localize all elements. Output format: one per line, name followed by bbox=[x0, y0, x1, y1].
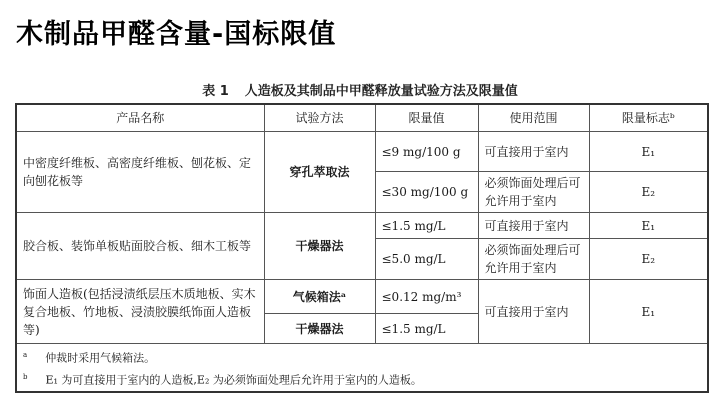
footnote-a bbox=[23, 346, 701, 368]
header-limit: 限量值 bbox=[375, 104, 478, 132]
product-cell: 饰面人造板(包括浸渍纸层压木质地板、实木复合地板、竹地板、浸渍胶膜纸饰面人造板等) bbox=[16, 280, 264, 344]
mark-cell: E₂ bbox=[589, 172, 708, 213]
table-caption-text: 人造板及其制品中甲醛释放量试验方法及限量值 bbox=[244, 84, 518, 99]
header-product: 产品名称 bbox=[16, 104, 264, 132]
footnote-cell bbox=[16, 344, 708, 393]
table-caption bbox=[0, 80, 720, 99]
product-cell: 中密度纤维板、高密度纤维板、刨花板、定向刨花板等 bbox=[16, 132, 264, 213]
table-caption-number: 表 1 bbox=[202, 84, 229, 99]
header-row bbox=[16, 104, 708, 132]
scope-cell: 可直接用于室内 bbox=[478, 280, 589, 344]
method-cell: 穿孔萃取法 bbox=[264, 132, 375, 213]
header-scope: 使用范围 bbox=[478, 104, 589, 132]
limit-cell: ≤5.0 mg/L bbox=[375, 239, 478, 280]
footnote-b-mark: b bbox=[23, 372, 28, 381]
limit-cell: ≤1.5 mg/L bbox=[375, 213, 478, 239]
mark-cell: E₁ bbox=[589, 280, 708, 344]
footnote-a-mark: a bbox=[23, 351, 28, 359]
footnote-b-text: E₁ 为可直接用于室内的人造板,E₂ 为必须饰面处理后允许用于室内的人造板。 bbox=[45, 373, 422, 387]
scope-cell: 必须饰面处理后可允许用于室内 bbox=[478, 239, 589, 280]
formaldehyde-limit-table bbox=[15, 103, 709, 393]
limit-cell: ≤30 mg/100 g bbox=[375, 172, 478, 213]
scope-cell: 可直接用于室内 bbox=[478, 213, 589, 239]
method-cell: 干燥器法 bbox=[264, 213, 375, 280]
limit-cell: ≤0.12 mg/m³ bbox=[375, 280, 478, 314]
table-row bbox=[16, 213, 708, 239]
footnote-b bbox=[23, 368, 701, 390]
mark-cell: E₁ bbox=[589, 213, 708, 239]
footnote-row bbox=[16, 344, 708, 393]
table-row bbox=[16, 280, 708, 314]
header-mark: 限量标志ᵇ bbox=[589, 104, 708, 132]
product-cell: 胶合板、装饰单板贴面胶合板、细木工板等 bbox=[16, 213, 264, 280]
limit-cell: ≤1.5 mg/L bbox=[375, 314, 478, 344]
table-row bbox=[16, 132, 708, 172]
header-method: 试验方法 bbox=[264, 104, 375, 132]
method-cell: 气候箱法ᵃ bbox=[264, 280, 375, 314]
method-cell: 干燥器法 bbox=[264, 314, 375, 344]
scope-cell: 可直接用于室内 bbox=[478, 132, 589, 172]
slide-title: 木制品甲醛含量-国标限值 bbox=[16, 19, 337, 50]
footnote-a-text: 仲裁时采用气候箱法。 bbox=[45, 351, 156, 365]
mark-cell: E₂ bbox=[589, 239, 708, 280]
scope-cell: 必须饰面处理后可允许用于室内 bbox=[478, 172, 589, 213]
limit-cell: ≤9 mg/100 g bbox=[375, 132, 478, 172]
mark-cell: E₁ bbox=[589, 132, 708, 172]
